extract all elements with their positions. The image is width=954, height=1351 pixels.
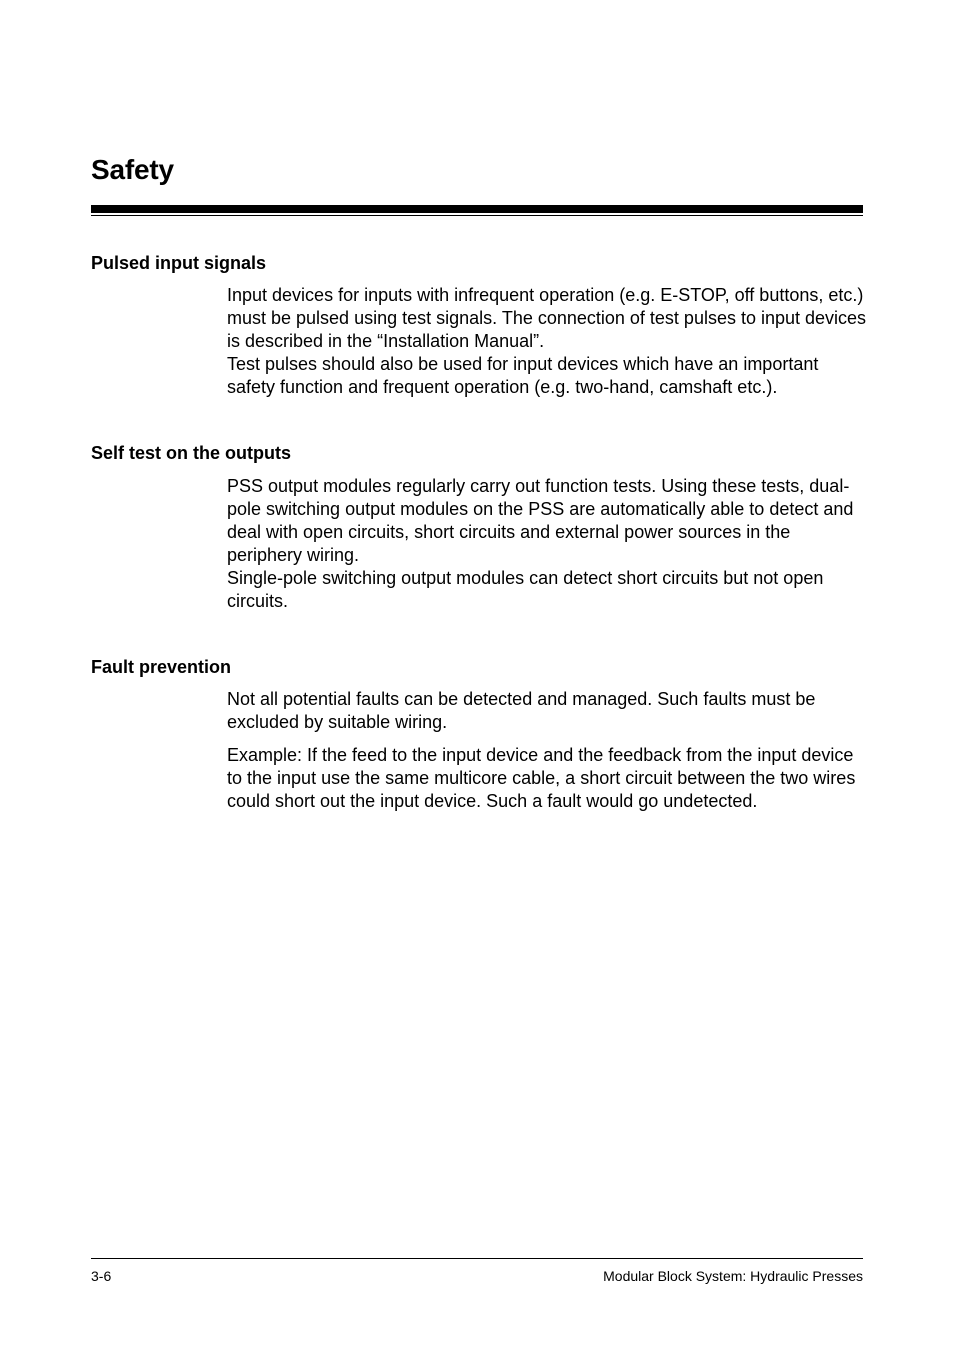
title-divider-thin: [91, 215, 863, 216]
footer-document-title: Modular Block System: Hydraulic Presses: [603, 1268, 863, 1284]
paragraph: Not all potential faults can be detected and managed. Such faults must be excluded by suitable wiring.: [227, 689, 816, 732]
section-heading-self-test-on-the-outputs: Self test on the outputs: [91, 443, 291, 463]
section-body-pulsed-input-signals: [227, 284, 867, 399]
section-body-self-test-on-the-outputs: [227, 475, 867, 613]
section-heading-fault-prevention: Fault prevention: [91, 657, 232, 677]
paragraph: Example: If the feed to the input device and the feedback from the input device to the input use the same multicore cable, a short circuit between the two wires could short out the input device. Such a fault would go undetected.: [227, 745, 856, 811]
page-title: Safety: [91, 154, 174, 185]
footer-divider: [91, 1258, 863, 1259]
section-body-fault-prevention: [227, 688, 867, 813]
paragraph: Input devices for inputs with infrequent operation (e.g. E-STOP, off buttons, etc.) must be pulsed using test signals. The connection of test pulses to input devices is described in the “Installation Manual”.: [227, 285, 867, 351]
footer-page-number: 3-6: [91, 1268, 112, 1284]
paragraph: Test pulses should also be used for input devices which have an important safety function and frequent operation (e.g. two-hand, camshaft etc.).: [227, 354, 819, 397]
section-heading-pulsed-input-signals: Pulsed input signals: [91, 253, 267, 273]
paragraph: Single-pole switching output modules can detect short circuits but not open circuits.: [227, 568, 824, 611]
paragraph: PSS output modules regularly carry out function tests. Using these tests, dual-pole switching output modules on the PSS are automatically able to detect and deal with open circuits, short circuits and external power sources in the periphery wiring.: [227, 476, 854, 565]
title-divider-thick: [91, 205, 863, 213]
